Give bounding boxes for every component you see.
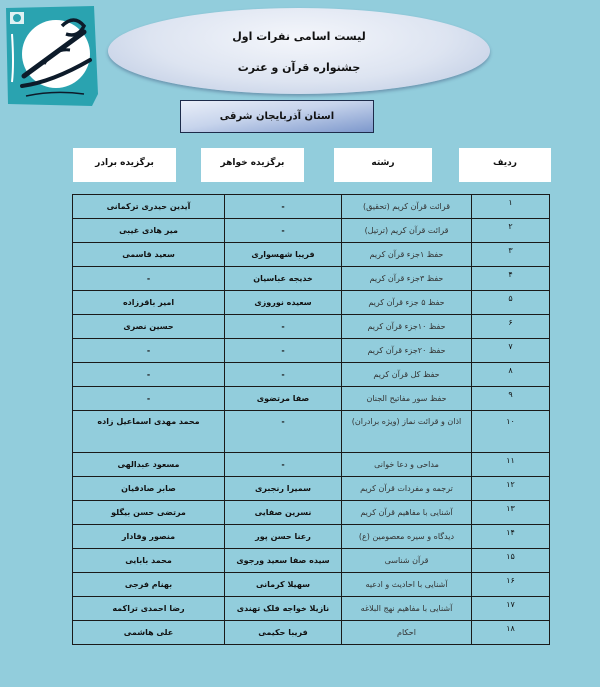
field-cell: حفظ ۳جزء قرآن کریم [342, 267, 472, 291]
sister-winner-cell: - [225, 453, 342, 477]
row-number-cell: ۱۰ [472, 411, 550, 453]
table-row [73, 477, 550, 501]
field-cell: حفظ کل قرآن کریم [342, 363, 472, 387]
row-number-cell: ۶ [472, 315, 550, 339]
sister-winner-cell: خدیجه عباسیان [225, 267, 342, 291]
row-number-cell: ۴ [472, 267, 550, 291]
logo-emblem-icon [4, 4, 100, 108]
column-header-row: ردیف [459, 148, 551, 182]
brother-winner-cell: مرتضی حسن بیگلو [73, 501, 225, 525]
field-cell: آشنایی با مفاهیم قرآن کریم [342, 501, 472, 525]
brother-winner-cell: - [73, 363, 225, 387]
row-number-cell: ۱۶ [472, 573, 550, 597]
field-cell: احکام [342, 621, 472, 645]
table-row [73, 315, 550, 339]
field-cell: حفظ ۲۰جزء قرآن کریم [342, 339, 472, 363]
brother-winner-cell: - [73, 387, 225, 411]
table-row [73, 363, 550, 387]
brother-winner-cell: امیر باقرزاده [73, 291, 225, 315]
sister-winner-cell: صفا مرتضوی [225, 387, 342, 411]
province-label: استان آذربایجان شرقی [180, 100, 374, 133]
table-row [73, 501, 550, 525]
row-number-cell: ۱۷ [472, 597, 550, 621]
brother-winner-cell: بهنام فرجی [73, 573, 225, 597]
row-number-cell: ۸ [472, 363, 550, 387]
brother-winner-cell: صابر صادقیان [73, 477, 225, 501]
brother-winner-cell: مسعود عبدالهی [73, 453, 225, 477]
brother-winner-cell: - [73, 267, 225, 291]
sister-winner-cell: سعیده نوروزی [225, 291, 342, 315]
sister-winner-cell: فریبا حکیمی [225, 621, 342, 645]
field-cell: حفظ ۱۰جزء قرآن کریم [342, 315, 472, 339]
field-cell: قرآن شناسی [342, 549, 472, 573]
field-cell: حفظ ۱جزء قرآن کریم [342, 243, 472, 267]
row-number-cell: ۹ [472, 387, 550, 411]
title-line-1: لیست اسامی نفرات اول [232, 30, 366, 43]
sister-winner-cell: سهیلا کرمانی [225, 573, 342, 597]
row-number-cell: ۷ [472, 339, 550, 363]
sister-winner-cell: - [225, 339, 342, 363]
table-row [73, 621, 550, 645]
festival-logo [4, 4, 100, 108]
brother-winner-cell: میر هادی غیبی [73, 219, 225, 243]
sister-winner-cell: - [225, 195, 342, 219]
row-number-cell: ۱۸ [472, 621, 550, 645]
table-row [73, 453, 550, 477]
title-banner [108, 8, 490, 94]
column-header-sister: برگزیده خواهر [201, 148, 304, 182]
table-row [73, 525, 550, 549]
field-cell: حفظ ۵ جزء قرآن کریم [342, 291, 472, 315]
winners-table [72, 194, 550, 645]
row-number-cell: ۱۴ [472, 525, 550, 549]
row-number-cell: ۲ [472, 219, 550, 243]
field-cell: دیدگاه و سیره معصومین (ع) [342, 525, 472, 549]
table-row [73, 243, 550, 267]
table-row [73, 339, 550, 363]
row-number-cell: ۱۲ [472, 477, 550, 501]
field-cell: آشنایی با احادیث و ادعیه [342, 573, 472, 597]
brother-winner-cell: علی هاشمی [73, 621, 225, 645]
field-cell: آشنایی با مفاهیم نهج البلاغه [342, 597, 472, 621]
brother-winner-cell: - [73, 339, 225, 363]
table-row [73, 291, 550, 315]
brother-winner-cell: رضا احمدی تراکمه [73, 597, 225, 621]
sister-winner-cell: نسرین صفایی [225, 501, 342, 525]
sister-winner-cell: سمیرا رنجبری [225, 477, 342, 501]
table-row [73, 573, 550, 597]
table-row [73, 549, 550, 573]
row-number-cell: ۱۵ [472, 549, 550, 573]
column-header-brother: برگزیده برادر [73, 148, 176, 182]
sister-winner-cell: - [225, 411, 342, 453]
row-number-cell: ۳ [472, 243, 550, 267]
brother-winner-cell: آیدین حیدری ترکمانی [73, 195, 225, 219]
table-row [73, 195, 550, 219]
sister-winner-cell: - [225, 363, 342, 387]
row-number-cell: ۱ [472, 195, 550, 219]
brother-winner-cell: منصور وفادار [73, 525, 225, 549]
sister-winner-cell: فریبا شهسواری [225, 243, 342, 267]
brother-winner-cell: محمد مهدی اسماعیل زاده [73, 411, 225, 453]
table-row [73, 219, 550, 243]
table-row [73, 387, 550, 411]
brother-winner-cell: حسین نصری [73, 315, 225, 339]
table-row [73, 411, 550, 453]
column-header-field: رشته [334, 148, 432, 182]
field-cell: اذان و قرائت نماز (ویژه برادران) [342, 411, 472, 453]
sister-winner-cell: رعنا حسن پور [225, 525, 342, 549]
field-cell: قرائت قرآن کریم (تحقیق) [342, 195, 472, 219]
sister-winner-cell: سیده صفا سعید ورجوی [225, 549, 342, 573]
title-line-2: جشنواره قرآن و عترت [237, 61, 361, 74]
field-cell: حفظ سور مفاتیح الجنان [342, 387, 472, 411]
row-number-cell: ۱۳ [472, 501, 550, 525]
row-number-cell: ۵ [472, 291, 550, 315]
field-cell: مداحی و دعا خوانی [342, 453, 472, 477]
sister-winner-cell: - [225, 315, 342, 339]
field-cell: ترجمه و مفردات قرآن کریم [342, 477, 472, 501]
row-number-cell: ۱۱ [472, 453, 550, 477]
table-row [73, 597, 550, 621]
field-cell: قرائت قرآن کریم (ترتیل) [342, 219, 472, 243]
brother-winner-cell: سعید قاسمی [73, 243, 225, 267]
table-row [73, 267, 550, 291]
brother-winner-cell: محمد بابایی [73, 549, 225, 573]
sister-winner-cell: - [225, 219, 342, 243]
sister-winner-cell: نازیلا خواجه فلک تهندی [225, 597, 342, 621]
